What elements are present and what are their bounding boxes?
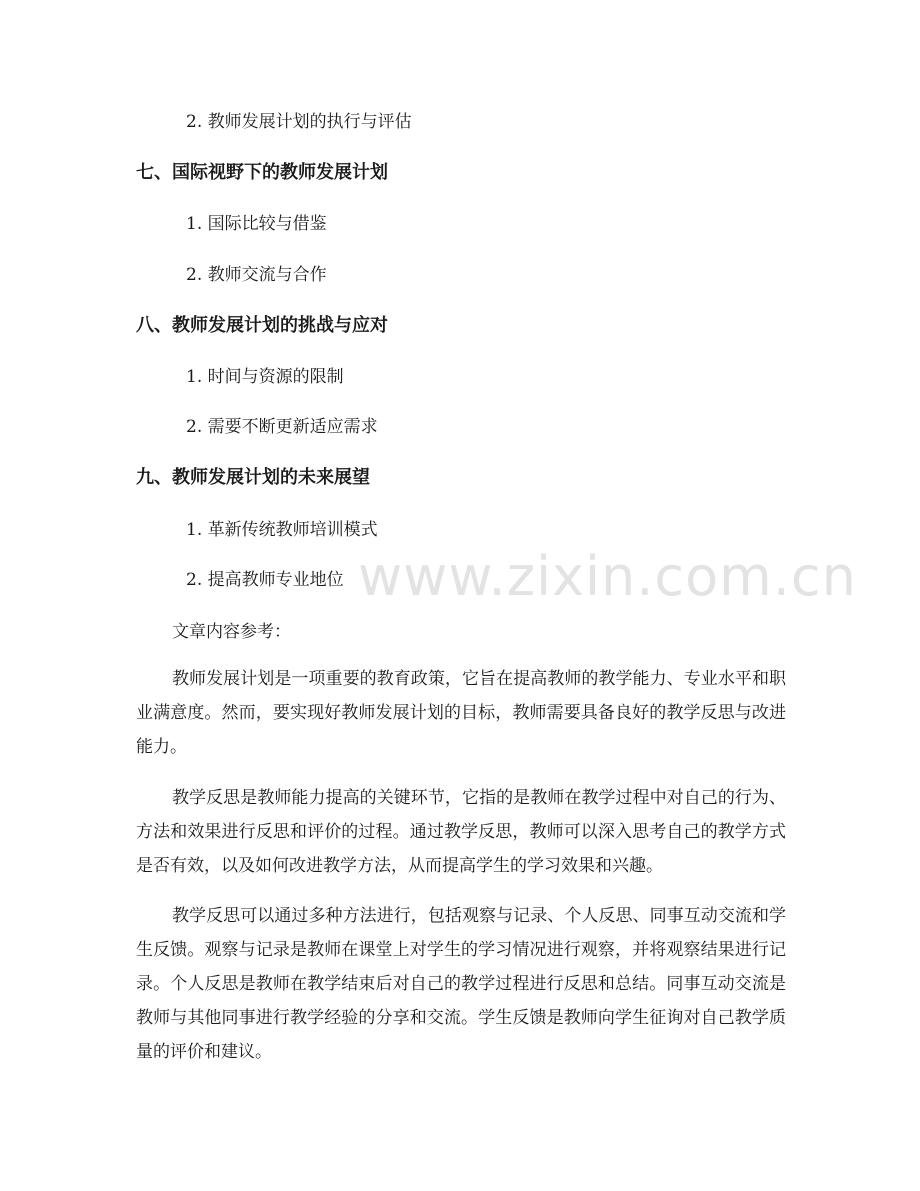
outline-item-7-2: 2. 教师交流与合作 [186,265,327,285]
body-paragraph-1: 教师发展计划是一项重要的教育政策，它旨在提高教师的教学能力、专业水平和职业满意度。然而，要实现好教师发展计划的目标，教师需要具备良好的教学反思与改进能力。 [136,669,786,757]
section-heading-9: 九、教师发展计划的未来展望 [136,467,370,488]
section-heading-7: 七、国际视野下的教师发展计划 [136,162,388,183]
watermark: www.zixin.com.cn [358,545,857,608]
section-heading-8: 八、教师发展计划的挑战与应对 [136,315,388,336]
outline-item-9-1: 1. 革新传统教师培训模式 [186,520,378,540]
body-paragraph-3: 教学反思可以通过多种方法进行，包括观察与记录、个人反思、同事互动交流和学生反馈。观察与记录是教师在课堂上对学生的学习情况进行观察，并将观察结果进行记录。个人反思是教师在教学结束后对自己的教学过程进行反思和总结。同事互动交流是教师与其他同事进行教学经验的分享和交流。学生反馈是教师向学生征询对自己教学质量的评价和建议。 [136,906,786,1062]
outline-item-9-2: 2. 提高教师专业地位 [186,570,344,590]
outline-item-8-2: 2. 需要不断更新适应需求 [186,417,378,437]
reference-label: 文章内容参考： [172,622,291,642]
outline-item-8-1: 1. 时间与资源的限制 [186,367,344,387]
outline-item-7-1: 1. 国际比较与借鉴 [186,214,327,234]
outline-item-6-2: 2. 教师发展计划的执行与评估 [186,112,412,132]
body-paragraph-2: 教学反思是教师能力提高的关键环节，它指的是教师在教学过程中对自己的行为、方法和效果进行反思和评价的过程。通过教学反思，教师可以深入思考自己的教学方式是否有效，以及如何改进教学方法，从而提高学生的学习效果和兴趣。 [136,788,786,876]
